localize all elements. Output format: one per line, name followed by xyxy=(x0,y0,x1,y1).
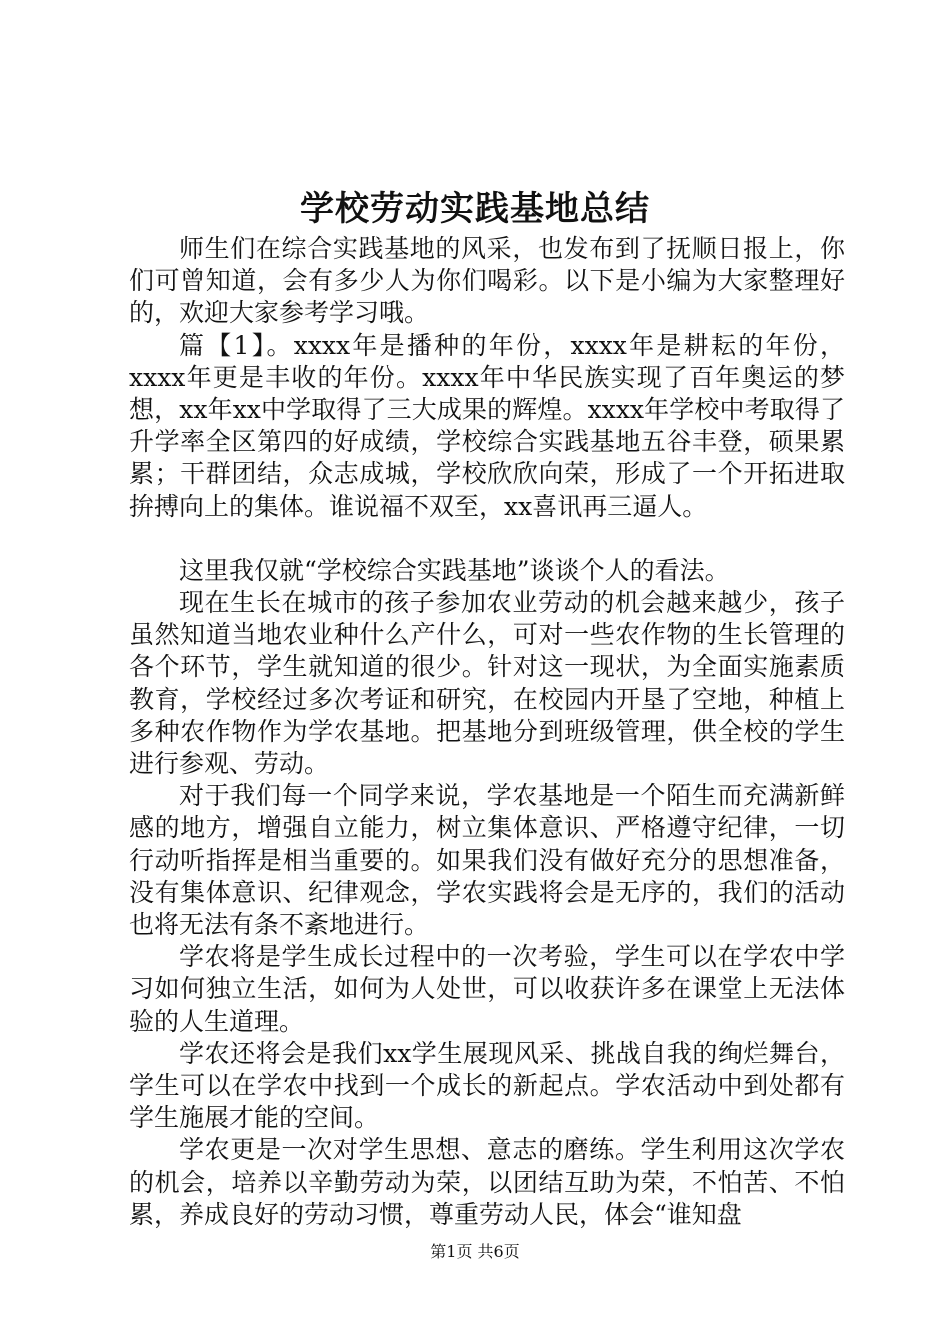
paragraph-background: 现在生长在城市的孩子参加农业劳动的机会越来越少，孩子虽然知道当地农业种什么产什么，可对一些农作物的生长管理的各个环节，学生就知道的很少。针对这一现状，为全面实施素质教育，学校经过多次考证和研究，在校园内开垦了空地，种植上多种农作物作为学农基地。把基地分到班级管理，供全校的学生进行参观、劳动。 xyxy=(129,588,845,779)
paragraph-opinion: 这里我仅就“学校综合实践基地”谈谈个人的看法。 xyxy=(179,555,730,585)
page-footer: 第1页 共6页 xyxy=(430,1242,520,1261)
document-title: 学校劳动实践基地总结 xyxy=(300,189,650,229)
document-body xyxy=(129,233,845,1231)
paragraph-stage: 学农还将会是我们xx学生展现风采、挑战自我的绚烂舞台，学生可以在学农中找到一个成长的新起点。学农活动中到处都有学生施展才能的空间。 xyxy=(129,1038,845,1133)
paragraph-section-1: 篇【1】。xxxx年是播种的年份，xxxx年是耕耘的年份，xxxx年更是丰收的年份。xxxx年中华民族实现了百年奥运的梦想，xx年xx中学取得了三大成果的辉煌。xxxx年学校中考取得了升学率全区第四的好成绩，学校综合实践基地五谷丰登，硕果累累；干群团结，众志成城，学校欣欣向荣，形成了一个开拓进取拚搏向上的集体。谁说福不双至，xx喜讯再三逼人。 xyxy=(129,330,845,521)
paragraph-test: 学农将是学生成长过程中的一次考验，学生可以在学农中学习如何独立生活，如何为人处世，可以收获许多在课堂上无法体验的人生道理。 xyxy=(129,942,845,1036)
paragraph-intro: 师生们在综合实践基地的风采，也发布到了抚顺日报上，你们可曾知道，会有多少人为你们喝彩。以下是小编为大家整理好的，欢迎大家参考学习哦。 xyxy=(129,234,845,328)
paragraph-discipline: 对于我们每一个同学来说，学农基地是一个陌生而充满新鲜感的地方，增强自立能力，树立集体意识、严格遵守纪律，一切行动听指挥是相当重要的。如果我们没有做好充分的思想准备，没有集体意识、纪律观念，学农实践将会是无序的，我们的活动也将无法有条不紊地进行。 xyxy=(129,781,845,940)
paragraph-tempering: 学农更是一次对学生思想、意志的磨练。学生利用这次学农的机会，培养以辛勤劳动为荣，以团结互助为荣，不怕苦、不怕累，养成良好的劳动习惯，尊重劳动人民，体会“谁知盘 xyxy=(129,1135,845,1229)
